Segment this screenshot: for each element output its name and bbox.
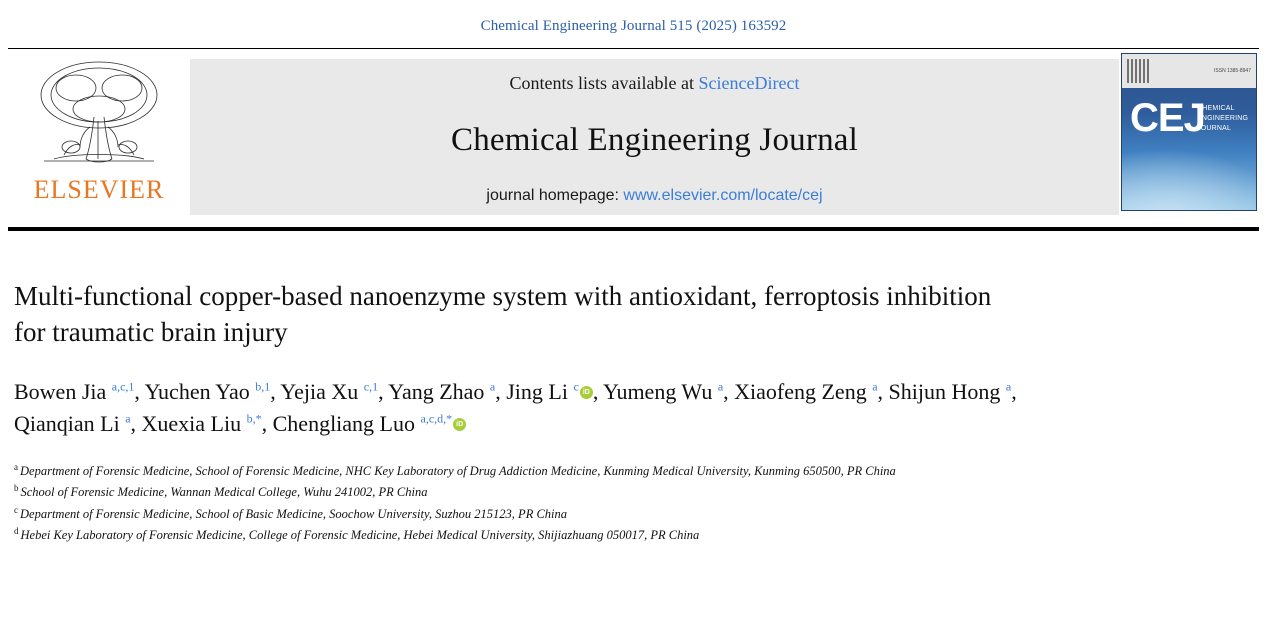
affiliation-item	[14, 460, 1134, 481]
running-head: Chemical Engineering Journal 515 (2025) 163592	[480, 18, 787, 34]
journal-masthead	[8, 48, 1259, 227]
orcid-icon[interactable]: iD	[453, 418, 466, 431]
author-name: Shijun Hong	[888, 379, 1006, 405]
affiliation-list	[14, 460, 1134, 546]
cover-barcode-icon	[1127, 59, 1149, 83]
author-affiliation-marks: a	[125, 411, 131, 426]
author-separator: ,	[378, 379, 389, 405]
author-affiliation-marks: c,1	[363, 379, 379, 394]
author-name: Yejia Xu	[280, 379, 364, 405]
author-name: Xiaofeng Zeng	[734, 379, 873, 405]
cover-artwork	[1121, 148, 1257, 211]
author-separator: ,	[495, 379, 507, 405]
journal-homepage-line	[486, 187, 822, 205]
journal-title: Chemical Engineering Journal	[451, 122, 858, 158]
article-header	[0, 231, 1267, 546]
author-list	[14, 376, 1024, 440]
author-affiliation-marks: a	[1005, 379, 1012, 394]
author-name: Yang Zhao	[388, 379, 490, 405]
orcid-icon[interactable]: iD	[580, 386, 593, 399]
elsevier-wordmark: ELSEVIER	[33, 175, 165, 204]
author-separator: ,	[1011, 379, 1017, 405]
author-separator: ,	[261, 411, 273, 437]
author-affiliation-marks: b,*	[246, 411, 262, 426]
affiliation-text: Department of Forensic Medicine, School of Basic Medicine, Soochow University, Suzhou 215123, PR China	[20, 507, 568, 521]
affiliation-text: Department of Forensic Medicine, School of Forensic Medicine, NHC Key Laboratory of Drug Addiction Medicine, Kunming Medical University, Kunming 650500, PR China	[20, 464, 896, 479]
author-name: Chengliang Luo	[272, 411, 421, 437]
cover-header-strip	[1122, 54, 1256, 88]
author-separator: ,	[877, 379, 889, 405]
author-name: Yuchen Yao	[144, 379, 256, 405]
author-separator: ,	[592, 379, 603, 405]
affiliation-text: School of Forensic Medicine, Wannan Medical College, Wuhu 241002, PR China	[20, 485, 428, 500]
affiliation-text: Hebei Key Laboratory of Forensic Medicine, College of Forensic Medicine, Hebei Medical University, Shijiazhuang 050017, PR China	[20, 528, 700, 543]
author-affiliation-marks: a	[872, 379, 878, 394]
elsevier-logo-block	[8, 49, 190, 227]
affiliation-mark: c	[14, 504, 18, 515]
author-affiliation-marks: a,c,1	[111, 379, 135, 394]
affiliation-item	[14, 481, 1134, 502]
homepage-prefix: journal homepage:	[486, 187, 624, 204]
author-name: Bowen Jia	[14, 379, 112, 405]
author-affiliation-marks: c	[573, 379, 579, 394]
author-name: Yumeng Wu	[603, 379, 718, 405]
author-separator: ,	[270, 379, 281, 405]
contents-prefix: Contents lists available at	[509, 73, 699, 93]
affiliation-mark: d	[14, 526, 19, 537]
journal-homepage-link[interactable]: www.elsevier.com/locate/cej	[623, 187, 823, 204]
cover-cej-logo: CEJ	[1130, 96, 1205, 140]
affiliation-item	[14, 524, 1134, 545]
journal-cover-block	[1119, 49, 1259, 227]
author-affiliation-marks: b,1	[255, 379, 271, 394]
affiliation-mark: b	[14, 483, 19, 494]
author-separator: ,	[134, 379, 145, 405]
author-separator: ,	[130, 411, 142, 437]
affiliation-item	[14, 503, 1134, 524]
journal-cover-image	[1121, 53, 1257, 211]
author-affiliation-marks: a	[717, 379, 724, 394]
author-affiliation-marks: a	[489, 379, 496, 394]
author-separator: ,	[723, 379, 735, 405]
affiliation-mark: a	[14, 462, 18, 473]
author-name: Qianqian Li	[14, 411, 126, 437]
sciencedirect-link[interactable]: ScienceDirect	[698, 73, 800, 93]
author-name: Xuexia Liu	[141, 411, 247, 437]
cover-issn-text: ISSN 1385-8947	[1214, 67, 1251, 74]
article-title: Multi-functional copper-based nanoenzyme system with antioxidant, ferroptosis inhibition for traumatic brain injury	[14, 281, 992, 347]
contents-available-line	[510, 73, 800, 94]
journal-banner	[190, 59, 1119, 215]
author-affiliation-marks: a,c,d,*	[420, 411, 453, 426]
author-name: Jing Li	[506, 379, 574, 405]
elsevier-tree-icon	[24, 55, 174, 173]
cover-journal-name: CHEMICAL ENGINEERING JOURNAL	[1197, 105, 1249, 133]
